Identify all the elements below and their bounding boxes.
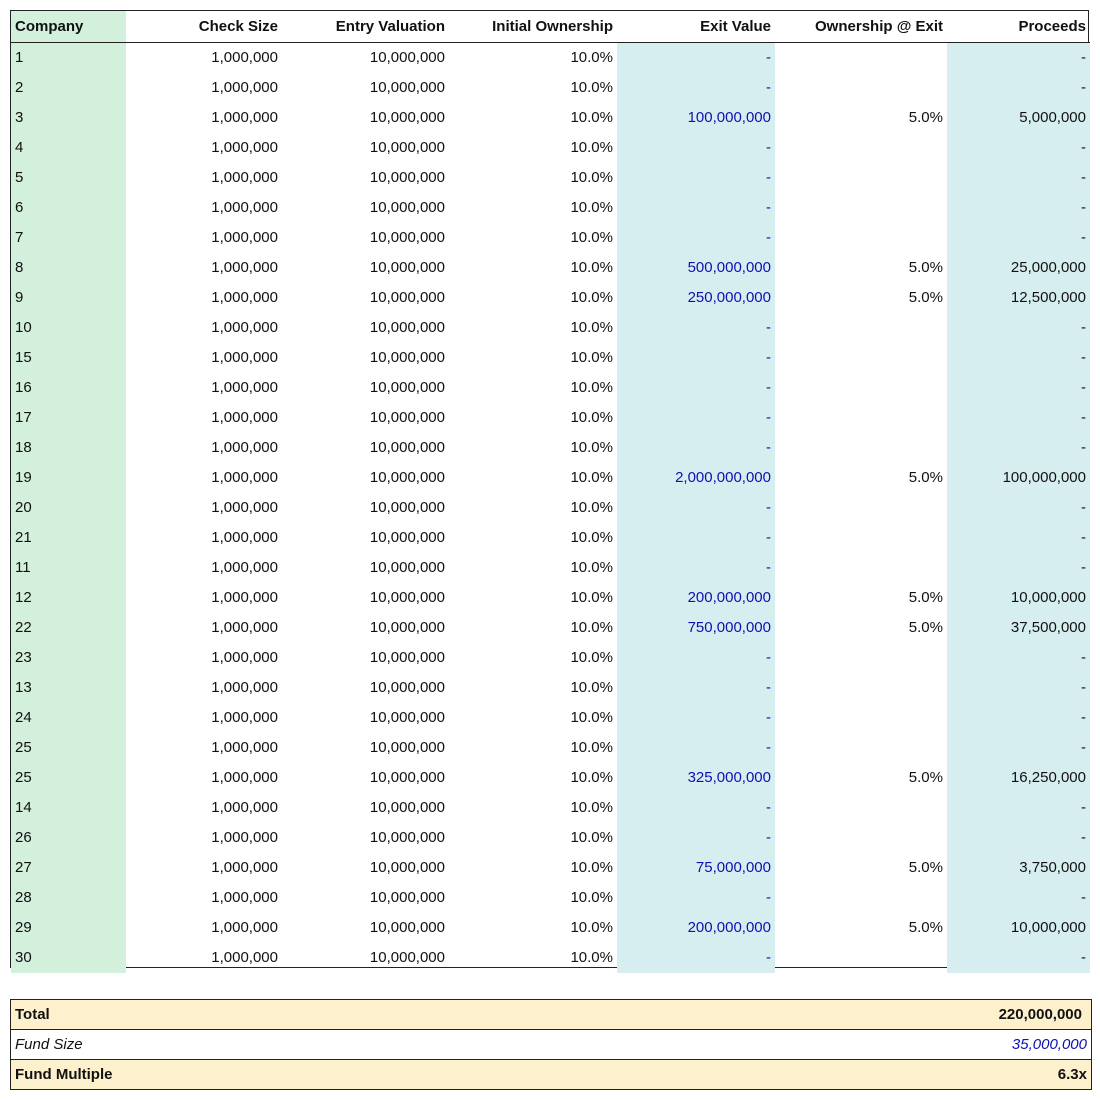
table-row [11,493,1090,523]
header-exit-value[interactable]: Exit Value [617,11,775,42]
cell-check-size[interactable]: 1,000,000 [211,229,278,246]
fund-multiple-row [11,1060,1092,1090]
cell-exit-value[interactable]: - [617,403,775,433]
table-body [11,42,1090,973]
cell-company[interactable]: 4 [11,133,126,163]
table-row [11,583,1090,613]
cell-ownership-at-exit[interactable]: 5.0% [908,859,943,876]
cell-entry-valuation[interactable]: 10,000,000 [369,319,445,336]
cell-entry-valuation[interactable]: 10,000,000 [369,79,445,96]
cell-initial-ownership[interactable]: 10.0% [570,799,613,816]
table-row [11,643,1090,673]
cell-check-size[interactable]: 1,000,000 [211,379,278,396]
cell-initial-ownership[interactable]: 10.0% [570,349,613,366]
cell-entry-valuation[interactable]: 10,000,000 [369,289,445,306]
cell-initial-ownership[interactable]: 10.0% [570,499,613,516]
cell-exit-value[interactable]: - [617,703,775,733]
cell-check-size[interactable]: 1,000,000 [211,949,278,966]
table-row [11,673,1090,703]
table-row [11,433,1090,463]
cell-proceeds[interactable]: - [947,403,1090,433]
cell-check-size[interactable]: 1,000,000 [211,259,278,276]
cell-entry-valuation[interactable]: 10,000,000 [369,469,445,486]
fund-size-label: Fund Size [11,1030,551,1060]
cell-check-size[interactable]: 1,000,000 [211,139,278,156]
header-entry-valuation[interactable]: Entry Valuation [282,11,449,42]
cell-entry-valuation[interactable]: 10,000,000 [369,709,445,726]
cell-entry-valuation[interactable]: 10,000,000 [369,889,445,906]
cell-proceeds[interactable]: - [947,343,1090,373]
cell-company[interactable]: 5 [11,163,126,193]
cell-check-size[interactable]: 1,000,000 [211,79,278,96]
cell-check-size[interactable]: 1,000,000 [211,499,278,516]
table-row [11,763,1090,793]
table-row [11,853,1090,883]
fund-multiple-value[interactable]: 6.3x [551,1060,1092,1090]
cell-company[interactable]: 12 [11,583,126,613]
cell-check-size[interactable]: 1,000,000 [211,889,278,906]
cell-company[interactable]: 30 [11,943,126,973]
cell-entry-valuation[interactable]: 10,000,000 [369,739,445,756]
cell-ownership-at-exit[interactable] [775,73,947,103]
cell-proceeds[interactable]: 3,750,000 [947,853,1090,883]
table-row [11,343,1090,373]
cell-exit-value[interactable]: - [617,223,775,253]
table-row [11,253,1090,283]
cell-company[interactable]: 28 [11,883,126,913]
cell-initial-ownership[interactable]: 10.0% [570,859,613,876]
cell-company[interactable]: 20 [11,493,126,523]
header-proceeds[interactable]: Proceeds [947,11,1090,42]
cell-ownership-at-exit[interactable] [775,733,947,763]
cell-ownership-at-exit[interactable] [775,313,947,343]
table-row [11,523,1090,553]
cell-proceeds[interactable]: - [947,193,1090,223]
cell-entry-valuation[interactable]: 10,000,000 [369,679,445,696]
cell-check-size[interactable]: 1,000,000 [211,739,278,756]
cell-check-size[interactable]: 1,000,000 [211,439,278,456]
cell-initial-ownership[interactable]: 10.0% [570,679,613,696]
cell-ownership-at-exit[interactable] [775,403,947,433]
total-row [11,1000,1092,1030]
table-row [11,733,1090,763]
cell-proceeds[interactable]: - [947,163,1090,193]
cell-proceeds[interactable]: - [947,673,1090,703]
cell-ownership-at-exit[interactable]: 5.0% [908,589,943,606]
cell-check-size[interactable]: 1,000,000 [211,199,278,216]
cell-exit-value[interactable]: - [617,793,775,823]
table-row [11,463,1090,493]
cell-entry-valuation[interactable]: 10,000,000 [369,829,445,846]
cell-ownership-at-exit[interactable] [775,433,947,463]
cell-exit-value[interactable]: - [617,133,775,163]
table-row [11,73,1090,103]
cell-initial-ownership[interactable]: 10.0% [570,709,613,726]
cell-company[interactable]: 22 [11,613,126,643]
cell-initial-ownership[interactable]: 10.0% [570,829,613,846]
table-row [11,133,1090,163]
cell-proceeds[interactable]: - [947,493,1090,523]
table-row [11,913,1090,943]
cell-check-size[interactable]: 1,000,000 [211,289,278,306]
cell-exit-value[interactable]: 200,000,000 [617,583,775,613]
cell-proceeds[interactable]: - [947,823,1090,853]
cell-entry-valuation[interactable]: 10,000,000 [369,559,445,576]
cell-company[interactable]: 7 [11,223,126,253]
table-row [11,223,1090,253]
table-row [11,553,1090,583]
cell-entry-valuation[interactable]: 10,000,000 [369,619,445,636]
cell-proceeds[interactable]: 16,250,000 [947,763,1090,793]
cell-proceeds[interactable]: - [947,223,1090,253]
cell-check-size[interactable]: 1,000,000 [211,829,278,846]
cell-initial-ownership[interactable]: 10.0% [570,469,613,486]
cell-proceeds[interactable]: 10,000,000 [947,913,1090,943]
cell-proceeds[interactable]: - [947,883,1090,913]
cell-company[interactable]: 8 [11,253,126,283]
cell-company[interactable]: 23 [11,643,126,673]
cell-check-size[interactable]: 1,000,000 [211,679,278,696]
cell-ownership-at-exit[interactable] [775,133,947,163]
portfolio-table-frame [10,10,1089,968]
cell-initial-ownership[interactable]: 10.0% [570,919,613,936]
cell-proceeds[interactable]: - [947,733,1090,763]
cell-ownership-at-exit[interactable]: 5.0% [908,469,943,486]
cell-exit-value[interactable]: - [617,73,775,103]
cell-check-size[interactable]: 1,000,000 [211,919,278,936]
table-row [11,793,1090,823]
cell-exit-value[interactable]: 2,000,000,000 [617,463,775,493]
cell-initial-ownership[interactable]: 10.0% [570,199,613,216]
cell-ownership-at-exit[interactable] [775,673,947,703]
cell-exit-value[interactable]: 500,000,000 [617,253,775,283]
cell-company[interactable]: 26 [11,823,126,853]
cell-company[interactable]: 25 [11,763,126,793]
cell-proceeds[interactable]: 10,000,000 [947,583,1090,613]
table-row [11,373,1090,403]
cell-exit-value[interactable]: - [617,553,775,583]
total-label: Total [11,1000,551,1030]
cell-exit-value[interactable]: - [617,163,775,193]
cell-company[interactable]: 16 [11,373,126,403]
cell-ownership-at-exit[interactable] [775,193,947,223]
cell-proceeds[interactable]: 37,500,000 [947,613,1090,643]
cell-proceeds[interactable]: - [947,133,1090,163]
cell-ownership-at-exit[interactable] [775,343,947,373]
fund-size-value[interactable]: 35,000,000 [551,1030,1092,1060]
cell-exit-value[interactable]: - [617,673,775,703]
cell-proceeds[interactable]: 12,500,000 [947,283,1090,313]
cell-exit-value[interactable]: - [617,823,775,853]
cell-check-size[interactable]: 1,000,000 [211,169,278,186]
cell-initial-ownership[interactable]: 10.0% [570,319,613,336]
cell-entry-valuation[interactable]: 10,000,000 [369,349,445,366]
cell-ownership-at-exit[interactable] [775,373,947,403]
cell-initial-ownership[interactable]: 10.0% [570,79,613,96]
cell-company[interactable]: 27 [11,853,126,883]
cell-exit-value[interactable]: 750,000,000 [617,613,775,643]
cell-check-size[interactable]: 1,000,000 [211,529,278,546]
cell-proceeds[interactable]: - [947,793,1090,823]
portfolio-table [11,11,1090,973]
cell-entry-valuation[interactable]: 10,000,000 [369,649,445,666]
cell-initial-ownership[interactable]: 10.0% [570,229,613,246]
cell-exit-value[interactable]: 200,000,000 [617,913,775,943]
cell-entry-valuation[interactable]: 10,000,000 [369,139,445,156]
cell-exit-value[interactable]: 75,000,000 [617,853,775,883]
cell-ownership-at-exit[interactable]: 5.0% [908,769,943,786]
cell-exit-value[interactable]: - [617,42,775,73]
cell-company[interactable]: 29 [11,913,126,943]
table-row [11,403,1090,433]
table-row [11,163,1090,193]
fund-summary [10,999,1092,1090]
cell-entry-valuation[interactable]: 10,000,000 [369,919,445,936]
cell-ownership-at-exit[interactable] [775,883,947,913]
cell-check-size[interactable]: 1,000,000 [211,859,278,876]
cell-initial-ownership[interactable]: 10.0% [570,289,613,306]
cell-entry-valuation[interactable]: 10,000,000 [369,49,445,66]
cell-initial-ownership[interactable]: 10.0% [570,589,613,606]
cell-check-size[interactable]: 1,000,000 [211,709,278,726]
cell-company[interactable]: 19 [11,463,126,493]
cell-entry-valuation[interactable]: 10,000,000 [369,769,445,786]
cell-ownership-at-exit[interactable] [775,523,947,553]
cell-ownership-at-exit[interactable]: 5.0% [908,919,943,936]
table-row [11,823,1090,853]
cell-proceeds[interactable]: 5,000,000 [947,103,1090,133]
cell-initial-ownership[interactable]: 10.0% [570,49,613,66]
cell-exit-value[interactable]: - [617,313,775,343]
cell-proceeds[interactable]: - [947,313,1090,343]
cell-company[interactable]: 1 [11,42,126,73]
cell-initial-ownership[interactable]: 10.0% [570,739,613,756]
cell-proceeds[interactable]: - [947,373,1090,403]
table-row [11,42,1090,73]
cell-proceeds[interactable]: - [947,433,1090,463]
cell-ownership-at-exit[interactable] [775,493,947,523]
cell-ownership-at-exit[interactable] [775,703,947,733]
table-row [11,613,1090,643]
cell-company[interactable]: 18 [11,433,126,463]
cell-ownership-at-exit[interactable] [775,42,947,73]
cell-company[interactable]: 9 [11,283,126,313]
cell-exit-value[interactable]: - [617,733,775,763]
cell-entry-valuation[interactable]: 10,000,000 [369,589,445,606]
cell-entry-valuation[interactable]: 10,000,000 [369,259,445,276]
cell-company[interactable]: 15 [11,343,126,373]
cell-proceeds[interactable]: - [947,703,1090,733]
cell-entry-valuation[interactable]: 10,000,000 [369,949,445,966]
cell-company[interactable]: 25 [11,733,126,763]
cell-ownership-at-exit[interactable] [775,163,947,193]
table-row [11,703,1090,733]
cell-exit-value[interactable]: 250,000,000 [617,283,775,313]
cell-initial-ownership[interactable]: 10.0% [570,139,613,156]
cell-initial-ownership[interactable]: 10.0% [570,949,613,966]
cell-company[interactable]: 17 [11,403,126,433]
cell-initial-ownership[interactable]: 10.0% [570,409,613,426]
cell-entry-valuation[interactable]: 10,000,000 [369,109,445,126]
cell-initial-ownership[interactable]: 10.0% [570,769,613,786]
cell-initial-ownership[interactable]: 10.0% [570,529,613,546]
fund-multiple-label: Fund Multiple [11,1060,551,1090]
cell-initial-ownership[interactable]: 10.0% [570,109,613,126]
table-row [11,103,1090,133]
cell-check-size[interactable]: 1,000,000 [211,799,278,816]
cell-ownership-at-exit[interactable]: 5.0% [908,289,943,306]
cell-check-size[interactable]: 1,000,000 [211,109,278,126]
header-company[interactable]: Company [11,11,126,42]
cell-entry-valuation[interactable]: 10,000,000 [369,529,445,546]
cell-company[interactable]: 21 [11,523,126,553]
table-row [11,283,1090,313]
cell-proceeds[interactable]: - [947,73,1090,103]
cell-company[interactable]: 13 [11,673,126,703]
cell-company[interactable]: 14 [11,793,126,823]
cell-entry-valuation[interactable]: 10,000,000 [369,199,445,216]
cell-check-size[interactable]: 1,000,000 [211,409,278,426]
cell-entry-valuation[interactable]: 10,000,000 [369,379,445,396]
header-row [11,11,1090,42]
cell-entry-valuation[interactable]: 10,000,000 [369,169,445,186]
fund-size-row [11,1030,1092,1060]
cell-ownership-at-exit[interactable] [775,643,947,673]
cell-exit-value[interactable]: - [617,433,775,463]
cell-ownership-at-exit[interactable] [775,223,947,253]
cell-entry-valuation[interactable]: 10,000,000 [369,229,445,246]
cell-check-size[interactable]: 1,000,000 [211,589,278,606]
cell-check-size[interactable]: 1,000,000 [211,319,278,336]
table-row [11,883,1090,913]
cell-exit-value[interactable]: - [617,343,775,373]
cell-company[interactable]: 10 [11,313,126,343]
cell-initial-ownership[interactable]: 10.0% [570,889,613,906]
cell-exit-value[interactable]: - [617,883,775,913]
table-row [11,313,1090,343]
cell-proceeds[interactable]: 25,000,000 [947,253,1090,283]
cell-proceeds[interactable]: - [947,553,1090,583]
cell-ownership-at-exit[interactable] [775,553,947,583]
header-ownership-at-exit[interactable]: Ownership @ Exit [775,11,947,42]
cell-initial-ownership[interactable]: 10.0% [570,169,613,186]
cell-initial-ownership[interactable]: 10.0% [570,649,613,666]
cell-ownership-at-exit[interactable]: 5.0% [908,259,943,276]
cell-exit-value[interactable]: - [617,373,775,403]
cell-exit-value[interactable]: - [617,493,775,523]
cell-initial-ownership[interactable]: 10.0% [570,259,613,276]
cell-check-size[interactable]: 1,000,000 [211,349,278,366]
cell-initial-ownership[interactable]: 10.0% [570,559,613,576]
cell-proceeds[interactable]: - [947,523,1090,553]
cell-ownership-at-exit[interactable] [775,943,947,973]
cell-company[interactable]: 11 [11,553,126,583]
cell-proceeds[interactable]: - [947,943,1090,973]
cell-check-size[interactable]: 1,000,000 [211,559,278,576]
cell-entry-valuation[interactable]: 10,000,000 [369,859,445,876]
cell-exit-value[interactable]: - [617,643,775,673]
cell-company[interactable]: 3 [11,103,126,133]
cell-company[interactable]: 24 [11,703,126,733]
cell-entry-valuation[interactable]: 10,000,000 [369,799,445,816]
table-row [11,193,1090,223]
cell-ownership-at-exit[interactable] [775,823,947,853]
cell-ownership-at-exit[interactable]: 5.0% [908,109,943,126]
cell-check-size[interactable]: 1,000,000 [211,469,278,486]
cell-proceeds[interactable]: - [947,643,1090,673]
table-row [11,943,1090,973]
cell-check-size[interactable]: 1,000,000 [211,769,278,786]
cell-entry-valuation[interactable]: 10,000,000 [369,499,445,516]
cell-company[interactable]: 6 [11,193,126,223]
cell-proceeds[interactable]: - [947,42,1090,73]
cell-exit-value[interactable]: 325,000,000 [617,763,775,793]
cell-exit-value[interactable]: - [617,193,775,223]
cell-check-size[interactable]: 1,000,000 [211,49,278,66]
cell-initial-ownership[interactable]: 10.0% [570,379,613,396]
cell-check-size[interactable]: 1,000,000 [211,619,278,636]
cell-ownership-at-exit[interactable] [775,793,947,823]
header-check-size[interactable]: Check Size [126,11,282,42]
header-initial-ownership[interactable]: Initial Ownership [449,11,617,42]
cell-check-size[interactable]: 1,000,000 [211,649,278,666]
cell-entry-valuation[interactable]: 10,000,000 [369,439,445,456]
cell-exit-value[interactable]: - [617,943,775,973]
cell-ownership-at-exit[interactable]: 5.0% [908,619,943,636]
cell-proceeds[interactable]: 100,000,000 [947,463,1090,493]
cell-exit-value[interactable]: - [617,523,775,553]
total-value[interactable]: 220,000,000 [551,1000,1092,1030]
cell-initial-ownership[interactable]: 10.0% [570,619,613,636]
cell-entry-valuation[interactable]: 10,000,000 [369,409,445,426]
cell-exit-value[interactable]: 100,000,000 [617,103,775,133]
cell-company[interactable]: 2 [11,73,126,103]
cell-initial-ownership[interactable]: 10.0% [570,439,613,456]
